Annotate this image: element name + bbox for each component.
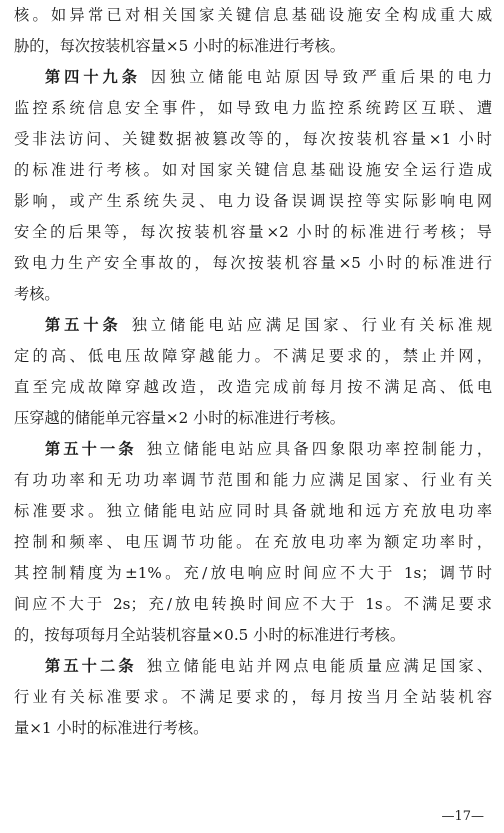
text-line: 量×1 小时的标准进行考核。 — [14, 719, 209, 737]
text-line: 间应不大于 2s；充/放电转换时间应不大于 1s。不满足要求 — [14, 595, 492, 613]
article-51 — [14, 434, 492, 651]
document-body — [14, 0, 492, 744]
text-line: 的标准进行考核。如对国家关键信息基础设施安全运行造成 — [14, 161, 492, 179]
article-heading: 第四十九条 — [45, 68, 141, 86]
text-line: 标准要求。独立储能电站应同时具备就地和远方充放电功率 — [14, 502, 492, 520]
article-heading: 第五十二条 — [45, 657, 137, 675]
text-line: 胁的，每次按装机容量×5 小时的标准进行考核。 — [14, 37, 345, 55]
text-line: 监控系统信息安全事件，如导致电力监控系统跨区互联、遭 — [14, 99, 492, 117]
text-line: 直至完成故障穿越改造，改造完成前每月按不满足高、低电 — [14, 378, 492, 396]
text-line: 行业有关标准要求。不满足要求的，每月按当月全站装机容 — [14, 688, 492, 706]
text-line: 其控制精度为±1%。充/放电响应时间应不大于 1s；调节时 — [14, 564, 492, 582]
text-line: 定的高、低电压故障穿越能力。不满足要求的，禁止并网， — [14, 347, 492, 365]
article-heading: 第五十条 — [45, 316, 122, 334]
text-line — [14, 651, 492, 682]
text-line: 核。如异常已对相关国家关键信息基础设施安全构成重大威 — [14, 6, 492, 24]
text-line: 的，按每项每月全站装机容量×0.5 小时的标准进行考核。 — [14, 626, 406, 644]
article-text: 独立储能电站应满足国家、行业有关标准规 — [131, 316, 492, 334]
article-text: 因独立储能电站原因导致严重后果的电力 — [150, 68, 492, 86]
text-line — [14, 310, 492, 341]
article-52 — [14, 651, 492, 744]
text-line — [14, 62, 492, 93]
article-text: 独立储能电站并网点电能质量应满足国家、 — [146, 657, 492, 675]
text-line: 考核。 — [14, 285, 60, 303]
text-line: 安全的后果等，每次按装机容量×2 小时的标准进行考核；导 — [14, 223, 492, 241]
article-text: 独立储能电站应具备四象限功率控制能力， — [146, 440, 492, 458]
page-number: —17— — [441, 809, 484, 824]
article-49 — [14, 62, 492, 310]
article-50 — [14, 310, 492, 434]
article-heading: 第五十一条 — [45, 440, 137, 458]
text-line: 受非法访问、关键数据被篡改等的，每次按装机容量×1 小时 — [14, 130, 492, 148]
text-line: 控制和频率、电压调节功能。在充放电功率为额定功率时， — [14, 533, 492, 551]
text-line — [14, 434, 492, 465]
paragraph-continuation — [14, 0, 492, 62]
text-line: 影响，或产生系统失灵、电力设备误调误控等实际影响电网 — [14, 192, 492, 210]
text-line: 致电力生产安全事故的，每次按装机容量×5 小时的标准进行 — [14, 254, 492, 272]
text-line: 压穿越的储能单元容量×2 小时的标准进行考核。 — [14, 409, 345, 427]
text-line: 有功功率和无功功率调节范围和能力应满足国家、行业有关 — [14, 471, 492, 489]
